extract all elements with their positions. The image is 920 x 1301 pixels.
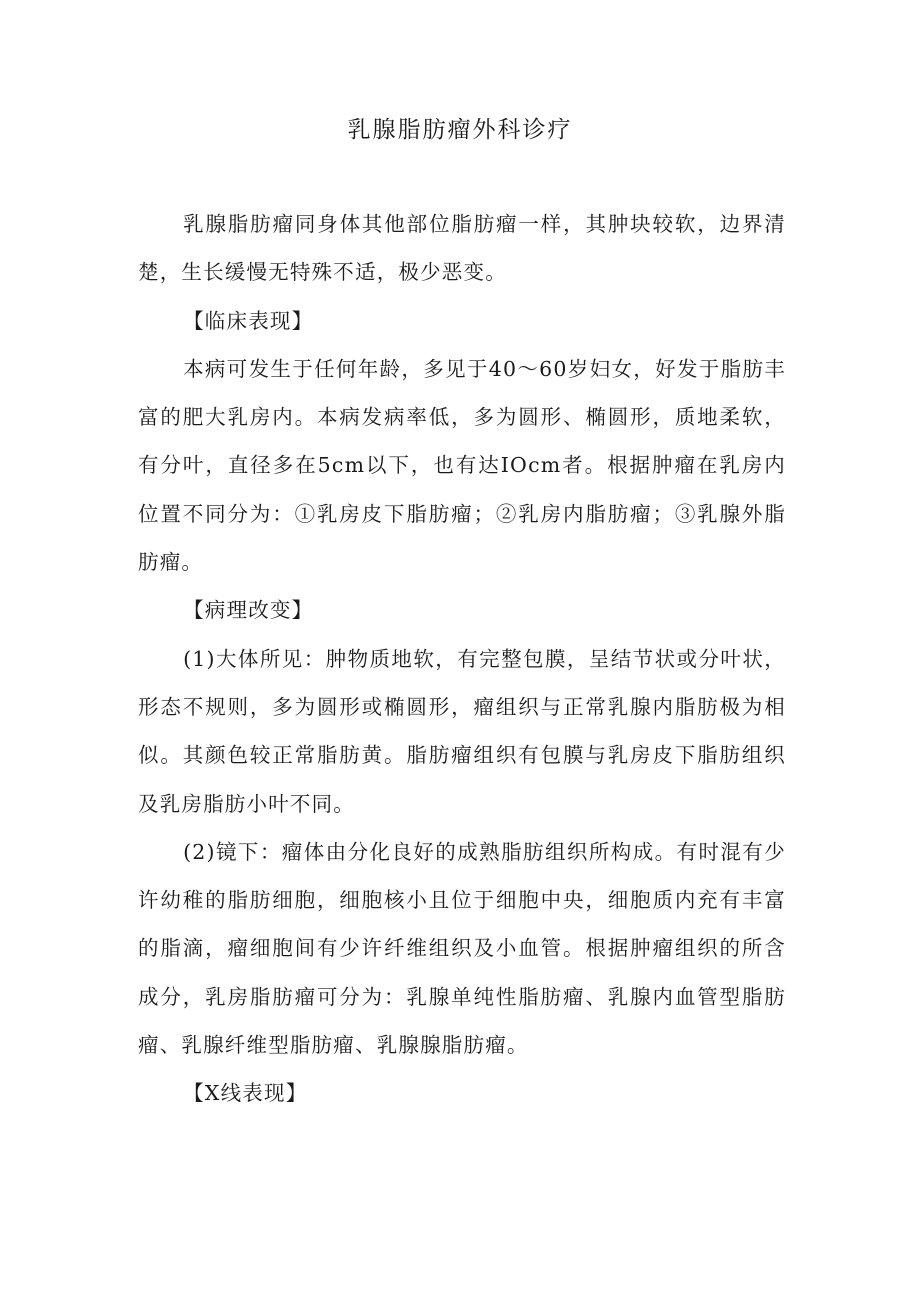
intro-paragraph: 乳腺脂肪瘤同身体其他部位脂肪瘤一样，其肿块较软，边界清楚，生长缓慢无特殊不适，极少恶变。 [138, 212, 786, 285]
section-heading-pathology: 【病理改变】 [183, 598, 314, 623]
document-body [138, 200, 786, 1118]
pathology-microscopic-paragraph: (2)镜下：瘤体由分化良好的成熟脂肪组织所构成。有时混有少许幼稚的脂肪细胞，细胞核小且位于细胞中央，细胞质内充有丰富的脂滴，瘤细胞间有少许纤维组织及小血管。根据肿瘤组织的所含成分，乳房脂肪瘤可分为：乳腺单纯性脂肪瘤、乳腺内血管型脂肪瘤、乳腺纤维型脂肪瘤、乳腺腺脂肪瘤。 [138, 839, 786, 1058]
clinical-paragraph: 本病可发生于任何年龄，多见于40～60岁妇女，好发于脂肪丰富的肥大乳房内。本病发病率低，多为圆形、椭圆形，质地柔软，有分叶，直径多在5cm以下，也有达IOcm者。根据肿瘤在乳房内位置不同分为：①乳房皮下脂肪瘤；②乳房内脂肪瘤；③乳腺外脂肪瘤。 [138, 356, 786, 575]
section-heading-clinical: 【临床表现】 [183, 308, 314, 333]
pathology-gross-paragraph: (1)大体所见：肿物质地软，有完整包膜，呈结节状或分叶状，形态不规则，多为圆形或椭圆形，瘤组织与正常乳腺内脂肪极为相似。其颜色较正常脂肪黄。脂肪瘤组织有包膜与乳房皮下脂肪组织及乳房脂肪小叶不同。 [138, 646, 786, 816]
section-heading-xray: 【X线表现】 [183, 1081, 308, 1106]
document-title: 乳腺脂肪瘤外科诊疗 [347, 117, 573, 143]
